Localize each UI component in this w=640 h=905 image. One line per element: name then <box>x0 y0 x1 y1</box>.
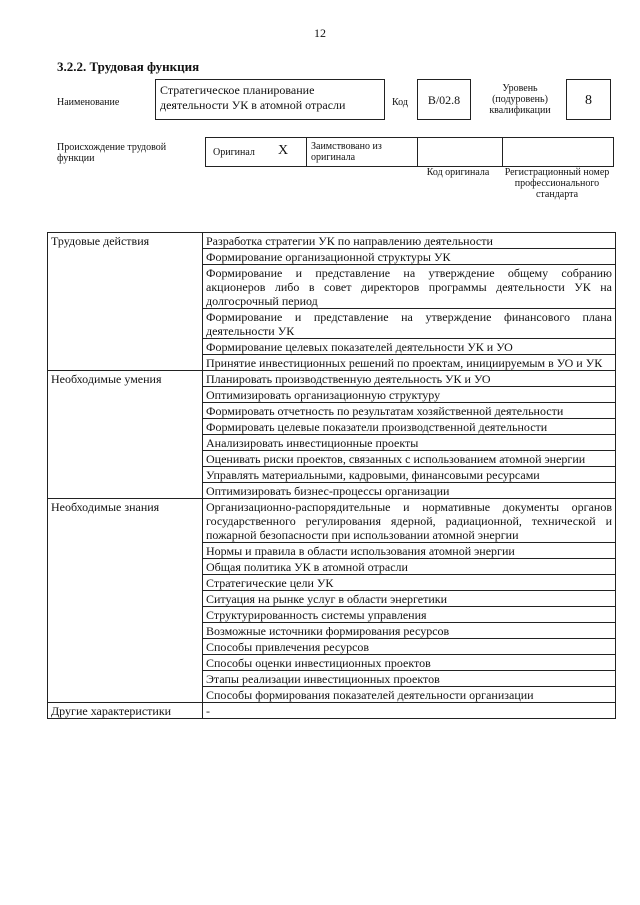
knowledge-item: Способы формирования показателей деятельности организации <box>203 687 616 703</box>
borrowed-cell <box>307 138 418 166</box>
skills-item: Планировать производственную деятельность УК и УО <box>203 371 616 387</box>
knowledge-item: Структурированность системы управления <box>203 607 616 623</box>
knowledge-item: Ситуация на рынке услуг в области энергетики <box>203 591 616 607</box>
skills-item: Оценивать риски проектов, связанных с использованием атомной энергии <box>203 451 616 467</box>
skills-item: Оптимизировать бизнес-процессы организации <box>203 483 616 499</box>
actions-item: Разработка стратегии УК по направлению деятельности <box>203 233 616 249</box>
level-label: Уровень (подуровень) квалификации <box>489 83 551 116</box>
reg-number-cell <box>503 138 613 166</box>
knowledge-item: Возможные источники формирования ресурсов <box>203 623 616 639</box>
code-label: Код <box>392 97 408 108</box>
other-value: - <box>203 703 616 719</box>
original-mark: X <box>278 143 289 158</box>
knowledge-item: Этапы реализации инвестиционных проектов <box>203 671 616 687</box>
reg-number-label: Регистрационный номер профессионального стандарта <box>504 167 610 200</box>
knowledge-label: Необходимые знания <box>48 499 203 703</box>
actions-row <box>48 233 616 249</box>
knowledge-item: Способы привлечения ресурсов <box>203 639 616 655</box>
skills-item: Управлять материальными, кадровыми, финансовыми ресурсами <box>203 467 616 483</box>
code-box: B/02.8 <box>417 79 471 120</box>
original-label: Оригинал <box>213 147 255 158</box>
knowledge-item: Общая политика УК в атомной отрасли <box>203 559 616 575</box>
origin-row <box>205 137 614 167</box>
code-original-label: Код оригинала <box>426 167 490 178</box>
knowledge-row <box>48 499 616 543</box>
name-label: Наименование <box>57 97 120 108</box>
skills-item: Формировать целевые показатели производственной деятельности <box>203 419 616 435</box>
knowledge-item: Организационно-распорядительные и нормативные документы органов государственного регулирования ядерной, радиационной, технической и пожарной безопасности при использовании атомной энергии <box>203 499 616 543</box>
borrowed-label: Заимствовано из оригинала <box>311 141 382 163</box>
actions-label: Трудовые действия <box>48 233 203 371</box>
origin-label: Происхождение трудовой функции <box>57 142 167 164</box>
skills-item: Формировать отчетность по результатам хозяйственной деятельности <box>203 403 616 419</box>
skills-row <box>48 371 616 387</box>
level-box: 8 <box>566 79 611 120</box>
other-label: Другие характеристики <box>48 703 203 719</box>
actions-item: Формирование организационной структуры УК <box>203 249 616 265</box>
actions-item: Формирование и представление на утверждение финансового плана деятельности УК <box>203 309 616 339</box>
knowledge-item: Стратегические цели УК <box>203 575 616 591</box>
knowledge-item: Способы оценки инвестиционных проектов <box>203 655 616 671</box>
section-title: 3.2.2. Трудовая функция <box>57 59 200 74</box>
actions-item: Формирование и представление на утверждение общему собранию акционеров либо в совет директоров программы деятельности УК на долгосрочный период <box>203 265 616 309</box>
original-cell <box>206 138 307 166</box>
page-number: 12 <box>314 26 326 40</box>
skills-label: Необходимые умения <box>48 371 203 499</box>
skills-item: Оптимизировать организационную структуру <box>203 387 616 403</box>
actions-item: Формирование целевых показателей деятельности УК и УО <box>203 339 616 355</box>
function-table <box>47 232 616 719</box>
other-row <box>48 703 616 719</box>
actions-item: Принятие инвестиционных решений по проектам, инициируемым в УО и УК <box>203 355 616 371</box>
skills-item: Анализировать инвестиционные проекты <box>203 435 616 451</box>
code-original-cell <box>418 138 503 166</box>
function-name-box: Стратегическое планирование деятельности УК в атомной отрасли <box>155 79 385 120</box>
knowledge-item: Нормы и правила в области использования атомной энергии <box>203 543 616 559</box>
